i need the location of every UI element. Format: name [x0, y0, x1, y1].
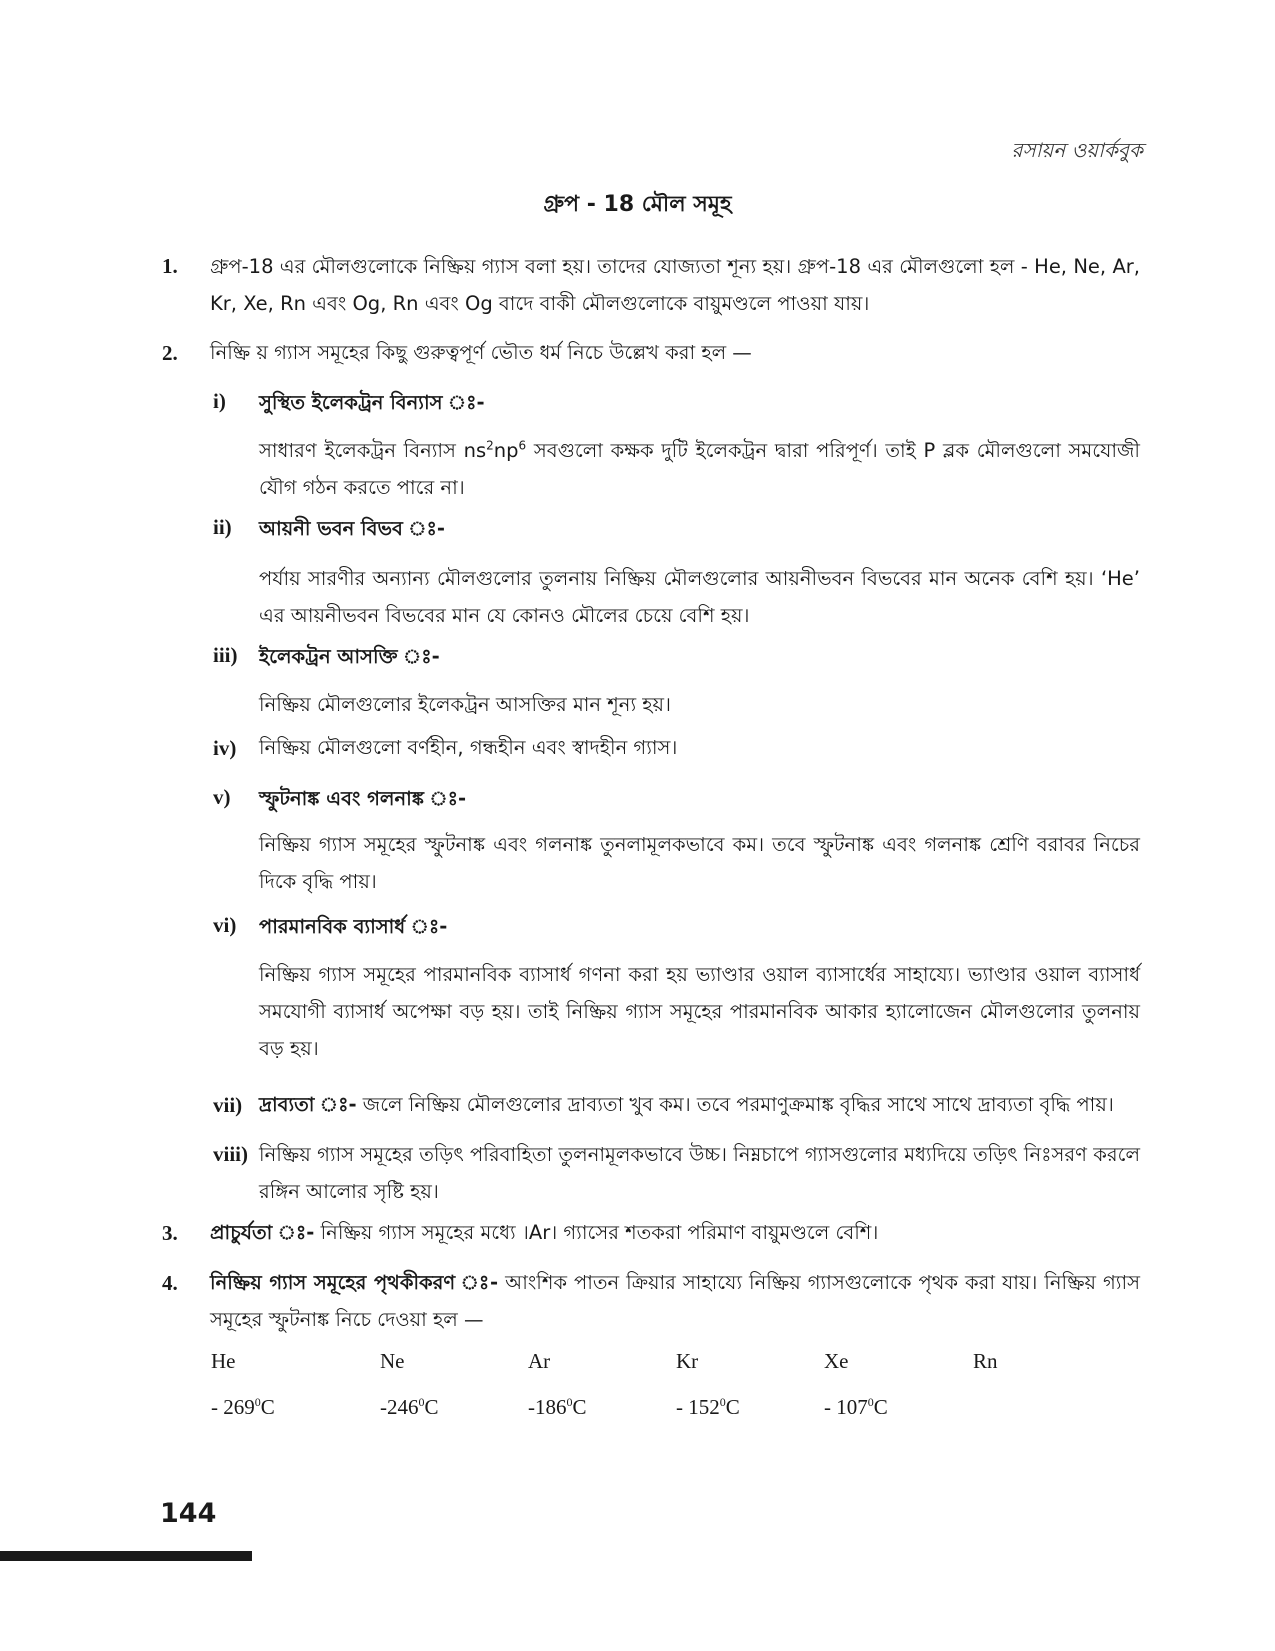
subitem-text: দ্রাব্যতা ঃ- জলে নিষ্ক্রিয় মৌলগুলোর দ্রাব্যতা খুব কম। তবে পরমাণুক্রমাঙ্ক বৃদ্ধির সাথে সাথে দ্রাব্যতা বৃদ্ধি পায়।: [259, 1093, 1114, 1116]
subitem-heading: পারমানবিক ব্যাসার্ধ ঃ-: [259, 915, 448, 938]
element-cell: Ar: [528, 1349, 551, 1373]
element-cell: He: [211, 1349, 236, 1373]
subitem-number: iv): [213, 736, 237, 760]
boiling-point-cell: $-246^0C$: [380, 1395, 439, 1419]
element-cell: Rn: [973, 1349, 998, 1373]
boiling-point-cell: - $152^0C$: [676, 1395, 740, 1419]
subitem-heading: স্ফুটনাঙ্ক এবং গলনাঙ্ক ঃ-: [259, 787, 467, 810]
subitem-text: নিষ্ক্রিয় গ্যাস সমূহের স্ফুটনাঙ্ক এবং গলনাঙ্ক তুনলামূলকভাবে কম। তবে স্ফুটনাঙ্ক এবং গলনাঙ্ক শ্রেণি বরাবর নিচের দিকে বৃদ্ধি পায়।: [259, 833, 1140, 893]
element-cell: Ne: [380, 1349, 405, 1373]
item-number: 3.: [162, 1221, 178, 1245]
subitem-number: vii): [213, 1093, 243, 1117]
item-text: নিষ্ক্রি য় গ্যাস সমূহের কিছু গুরুত্বপূর্ণ ভৌত ধর্ম নিচে উল্লেখ করা হল —: [210, 341, 752, 364]
subitem-number: vi): [213, 913, 237, 937]
boiling-point-cell: $-186^0C$: [528, 1395, 587, 1419]
element-cell: Xe: [824, 1349, 849, 1373]
item-number: 1.: [162, 254, 178, 278]
subitem-number: ii): [213, 515, 232, 539]
subitem-text: নিষ্ক্রিয় গ্যাস সমূহের তড়িৎ পরিবাহিতা তুলনামূলকভাবে উচ্চ। নিম্নচাপে গ্যাসগুলোর মধ্যদিয়ে তড়িৎ নিঃসরণ করলে রঙ্গিন আলোর সৃষ্টি হয়।: [259, 1143, 1140, 1203]
subitem-text: নিষ্ক্রিয় গ্যাস সমূহের পারমানবিক ব্যাসার্ধ গণনা করা হয় ভ্যাণ্ডার ওয়াল ব্যাসার্ধের সাহায্যে। ভ্যাণ্ডার ওয়াল ব্যাসার্ধ সমযোগী ব্যাসার্ধ অপেক্ষা বড় হয়। তাই নিষ্ক্রিয় গ্যাস সমূহের পারমানবিক আকার হ্যালোজেন মৌলগুলোর তুলনায় বড় হয়।: [259, 963, 1140, 1060]
item-text: প্রাচুর্যতা ঃ- নিষ্ক্রিয় গ্যাস সমূহের মধ্যে ।Ar। গ্যাসের শতকরা পরিমাণ বায়ুমণ্ডলে বেশি।: [210, 1221, 879, 1244]
item-number: 2.: [162, 341, 178, 365]
item-text: গ্রুপ-18 এর মৌলগুলোকে নিষ্ক্রিয় গ্যাস বলা হয়। তাদের যোজ্যতা শূন্য হয়। গ্রুপ-18 এর মৌলগুলো হল - He, Ne, Ar, Kr, Xe, Rn এবং Og, Rn এবং Og বাদে বাকী মৌলগুলোকে বায়ুমণ্ডলে পাওয়া যায়।: [210, 255, 1140, 315]
subitem-text: সাধারণ ইলেকট্রন বিন্যাস $ns^2np^6$ সবগুলো কক্ষক দুটি ইলেকট্রন দ্বারা পরিপূর্ণ। তাই P ব্লক মৌলগুলো সমযোজী যৌগ গঠন করতে পারে না।: [259, 438, 1141, 499]
subitem-heading: ইলেকট্রন আসক্তি ঃ-: [259, 645, 440, 668]
subitem-number: i): [213, 389, 226, 413]
page-number: 144: [160, 1498, 217, 1529]
subitem-number: iii): [213, 643, 238, 667]
item-text: নিষ্ক্রিয় গ্যাস সমূহের পৃথকীকরণ ঃ- আংশিক পাতন ক্রিয়ার সাহায্যে নিষ্ক্রিয় গ্যাসগুলোকে পৃথক করা যায়। নিষ্ক্রিয় গ্যাস সমূহের স্ফুটনাঙ্ক নিচে দেওয়া হল —: [210, 1271, 1140, 1331]
book-title: রসায়ন ওয়ার্কবুক: [1011, 138, 1143, 162]
subitem-number: v): [213, 785, 231, 809]
subitem-heading: সুস্থিত ইলেকট্রন বিন্যাস ঃ-: [259, 391, 485, 414]
subitem-number: viii): [213, 1142, 248, 1166]
element-cell: Kr: [676, 1349, 699, 1373]
boiling-point-cell: - $107^0C$: [824, 1395, 888, 1419]
subitem-heading: আয়নী ভবন বিভব ঃ-: [259, 517, 446, 540]
footer-bar: [0, 1551, 252, 1561]
subitem-text: পর্যায় সারণীর অন্যান্য মৌলগুলোর তুলনায় নিষ্ক্রিয় মৌলগুলোর আয়নীভবন বিভবের মান অনেক বেশি হয়। ‘He’ এর আয়নীভবন বিভবের মান যে কোনও মৌলের চেয়ে বেশি হয়।: [259, 567, 1140, 627]
boiling-point-cell: - $269^0C$: [211, 1395, 275, 1419]
item-number: 4.: [162, 1271, 178, 1295]
page-title: গ্রুপ - 18 মৌল সমূহ: [543, 192, 732, 217]
subitem-text: নিষ্ক্রিয় মৌলগুলো বর্ণহীন, গন্ধহীন এবং স্বাদহীন গ্যাস।: [259, 736, 678, 759]
subitem-text: নিষ্ক্রিয় মৌলগুলোর ইলেকট্রন আসক্তির মান শূন্য হয়।: [259, 693, 672, 716]
